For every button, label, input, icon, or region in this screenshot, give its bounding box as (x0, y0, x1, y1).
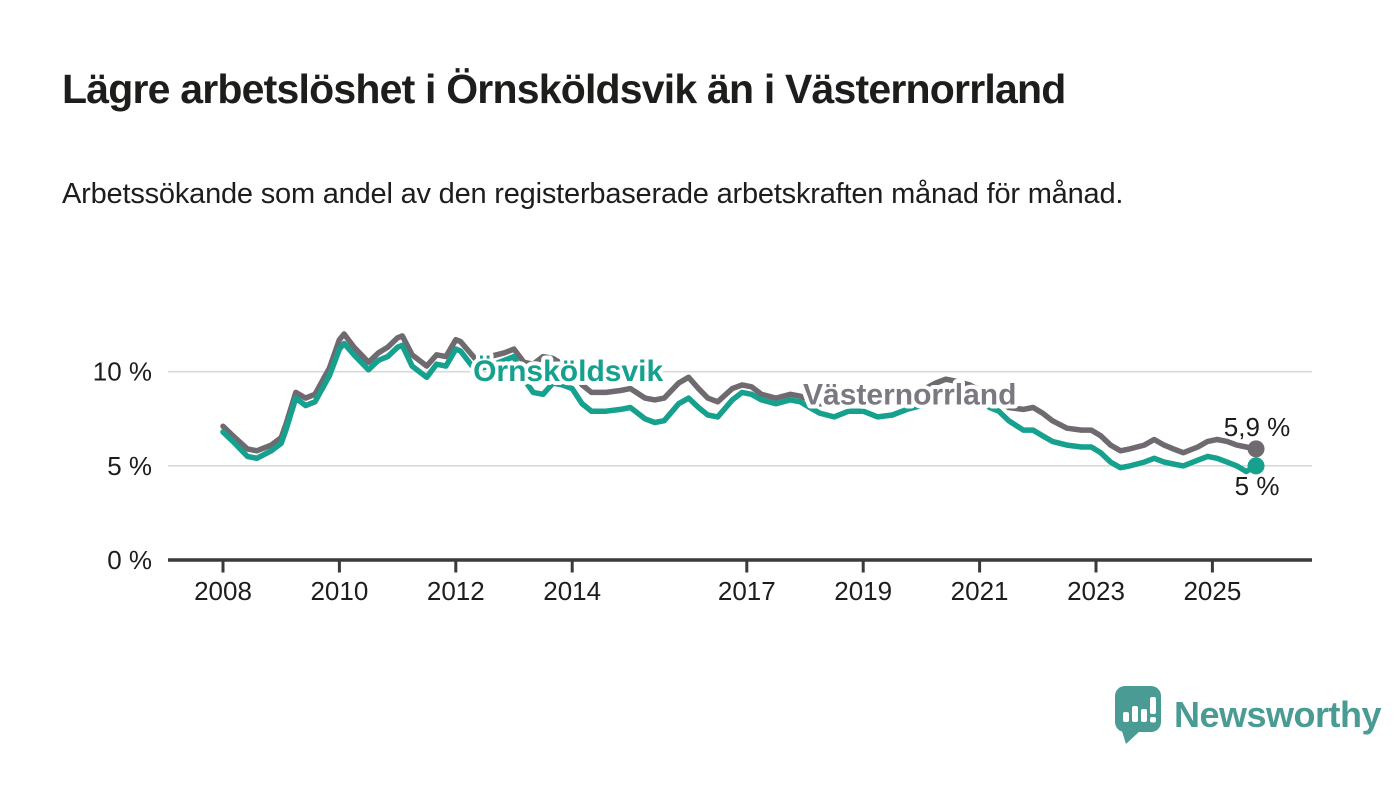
x-tick-label-2012: 2012 (426, 576, 485, 606)
end-value-label-vasternorrland: 5,9 % (1223, 411, 1291, 442)
y-tick-label-5: 5 % (107, 450, 152, 481)
x-tick-label-2019: 2019 (834, 576, 893, 606)
end-value-label-ornskoldsvik: 5 % (1234, 470, 1280, 501)
y-tick-label-0: 0 % (107, 545, 152, 575)
x-tick-label-2014: 2014 (543, 576, 602, 606)
y-tick-label-10: 10 % (92, 356, 152, 387)
x-tick-label-2010: 2010 (310, 576, 369, 606)
x-tick-label-2023: 2023 (1067, 576, 1125, 606)
x-tick-label-2025: 2025 (1183, 576, 1242, 606)
newsworthy-wordmark: Newsworthy (1174, 694, 1382, 735)
end-dot-vasternorrland (1248, 440, 1265, 457)
page-subtitle: Arbetssökande som andel av den registerbaserade arbetskraften månad för månad. (62, 178, 1124, 210)
series-label-ornskoldsvik: Örnsköldsvik (473, 354, 664, 388)
line-ornskoldsvik (223, 344, 1256, 472)
newsworthy-logo (1112, 684, 1381, 746)
series-label-vasternorrland: Västernorrland (803, 378, 1017, 412)
x-tick-label-2017: 2017 (717, 576, 776, 606)
x-tick-label-2021: 2021 (950, 576, 1009, 606)
speech-bubble-chart-icon (1112, 684, 1164, 746)
page-title: Lägre arbetslöshet i Örnsköldsvik än i Västernorrland (62, 66, 1066, 112)
x-tick-label-2008: 2008 (194, 576, 252, 606)
